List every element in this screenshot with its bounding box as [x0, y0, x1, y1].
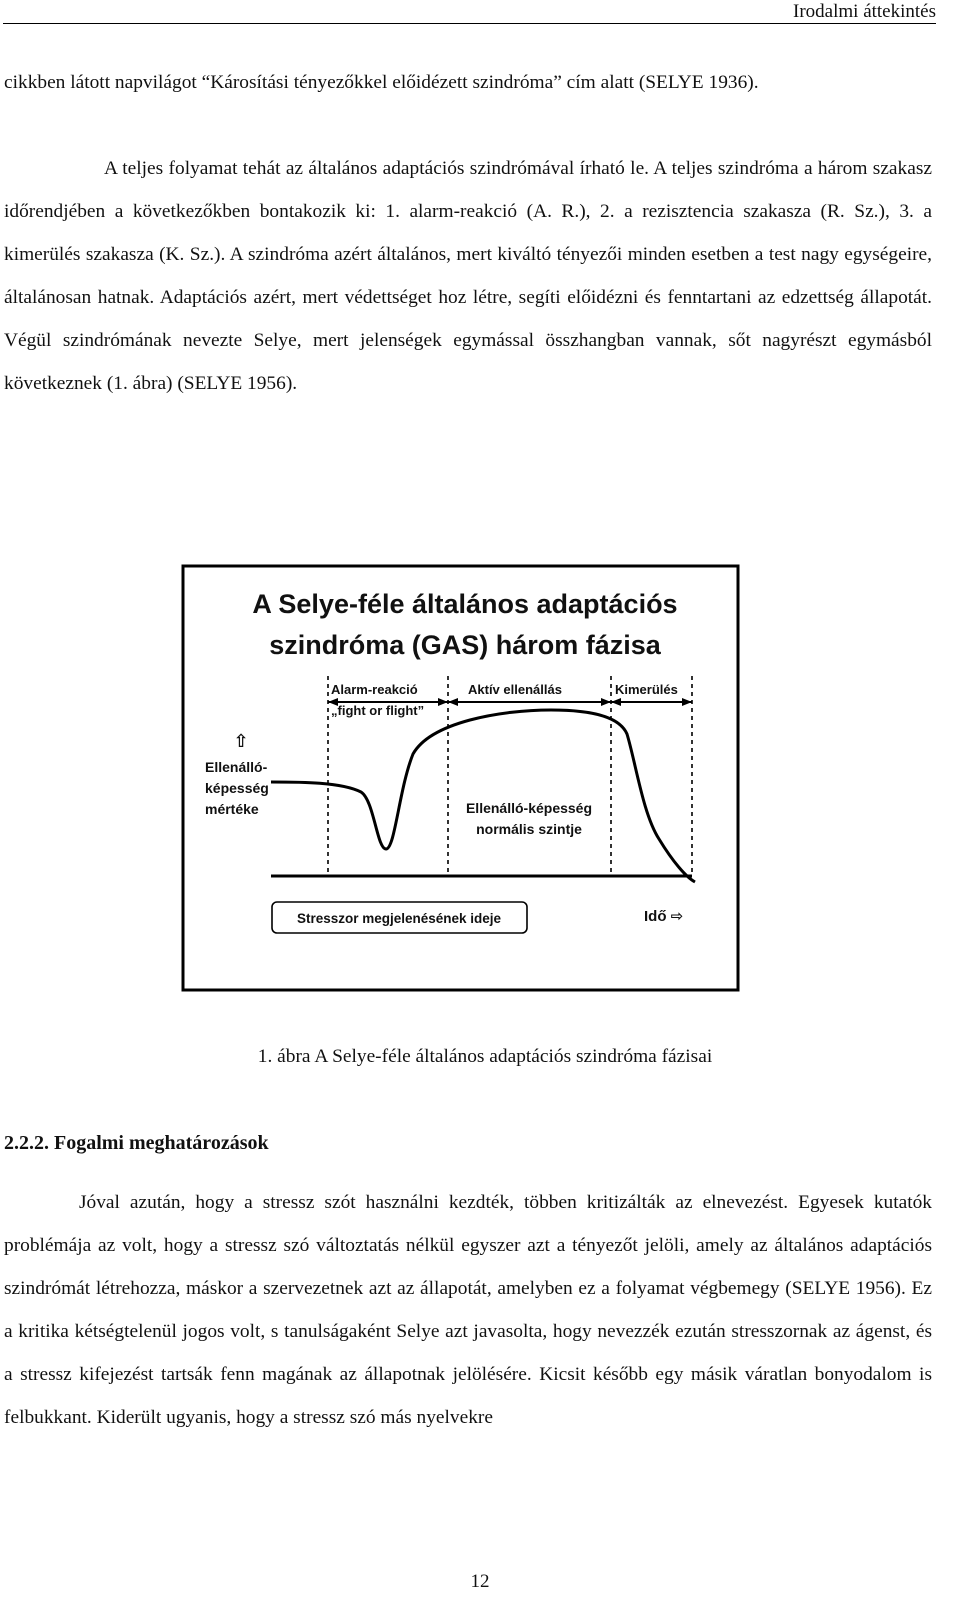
normal-level-label-line-2: normális szintje [476, 821, 582, 837]
header-title: Irodalmi áttekintés [793, 1, 936, 22]
header-rule [3, 23, 936, 24]
y-axis-label-line-1: Ellenálló- [205, 759, 268, 775]
bracket-arrow [601, 698, 611, 706]
y-axis-label-line-2: képesség [205, 780, 269, 796]
stressor-label: Stresszor megjelenésének ideje [296, 911, 502, 926]
figure-title-line-1: A Selye-féle általános adaptációs [252, 589, 678, 619]
phase-1-label: Alarm-reakció [331, 682, 418, 697]
paragraph-2: A teljes folyamat tehát az általános adaptációs szindrómával írható le. A teljes szindróma a három szakasz időrendjében a következőkben bontakozik ki: 1. alarm-reakció (A. R.), 2. a rezisztencia szakasza (R. Sz.), 3. a kimerülés szakasza (K. Sz.). A szindróma azért általános, mert kiváltó tényezői minden esetben a test nagy egységeire, általánosan hatnak. Adaptációs azért, mert védettséget hoz létre, segíti előidézni és fenntartani az edzettség állapotát. Végül szindrómának nevezte Selye, mert jelenségek egymással összhangban vannak, sőt nagyrészt egymásból következnek (1. ábra) (SELYE 1956). [4, 158, 932, 394]
phase-2-label: Aktív ellenállás [468, 682, 562, 697]
page-header [0, 0, 936, 28]
bracket-arrow [682, 698, 692, 706]
time-label: Idő ⇨ [644, 908, 684, 925]
normal-level-label-line-1: Ellenálló-képesség [465, 800, 593, 816]
gas-figure [181, 564, 740, 992]
bracket-arrow [438, 698, 448, 706]
figure-title-line-2: szindróma (GAS) három fázisa [269, 630, 661, 660]
page-number: 12 [470, 1571, 490, 1592]
up-arrow-icon: ⇧ [233, 731, 249, 751]
phase-3-label: Kimerülés [615, 682, 678, 697]
bracket-arrow [611, 698, 621, 706]
paragraph-1: cikkben látott napvilágot “Károsítási tényezőkkel előidézett szindróma” cím alatt (SELYE 1936). [4, 72, 759, 93]
bracket-arrow [448, 698, 458, 706]
section-heading: 2.2.2. Fogalmi meghatározások [4, 1132, 269, 1154]
resistance-curve [271, 710, 695, 882]
figure-caption: 1. ábra A Selye-féle általános adaptációs szindróma fázisai [257, 1046, 713, 1067]
y-axis-label-line-3: mértéke [205, 801, 259, 817]
paragraph-3: Jóval azután, hogy a stressz szót használni kezdték, többen kritizálták az elnevezést. Egyesek kutatók problémája az volt, hogy a stressz szó változtatás nélkül egyszer azt a tényezőt jelöli, amely az általános adaptációs szindrómát létrehozza, máskor a szervezetnek azt az állapotát, amelyben ez a folyamat végbemegy (SELYE 1956). Ez a kritika kétségtelenül jogos volt, s tanulságaként Selye azt javasolta, hogy nevezzék ezután stresszornak az ágenst, és a stressz kifejezést tartsák fenn magának az állapotnak jelölésére. Kicsit később egy másik váratlan bonyodalom is felbukkant. Kiderült ugyanis, hogy a stressz szó más nyelvekre [4, 1192, 932, 1428]
phase-1-sublabel: „fight or flight” [331, 703, 425, 718]
